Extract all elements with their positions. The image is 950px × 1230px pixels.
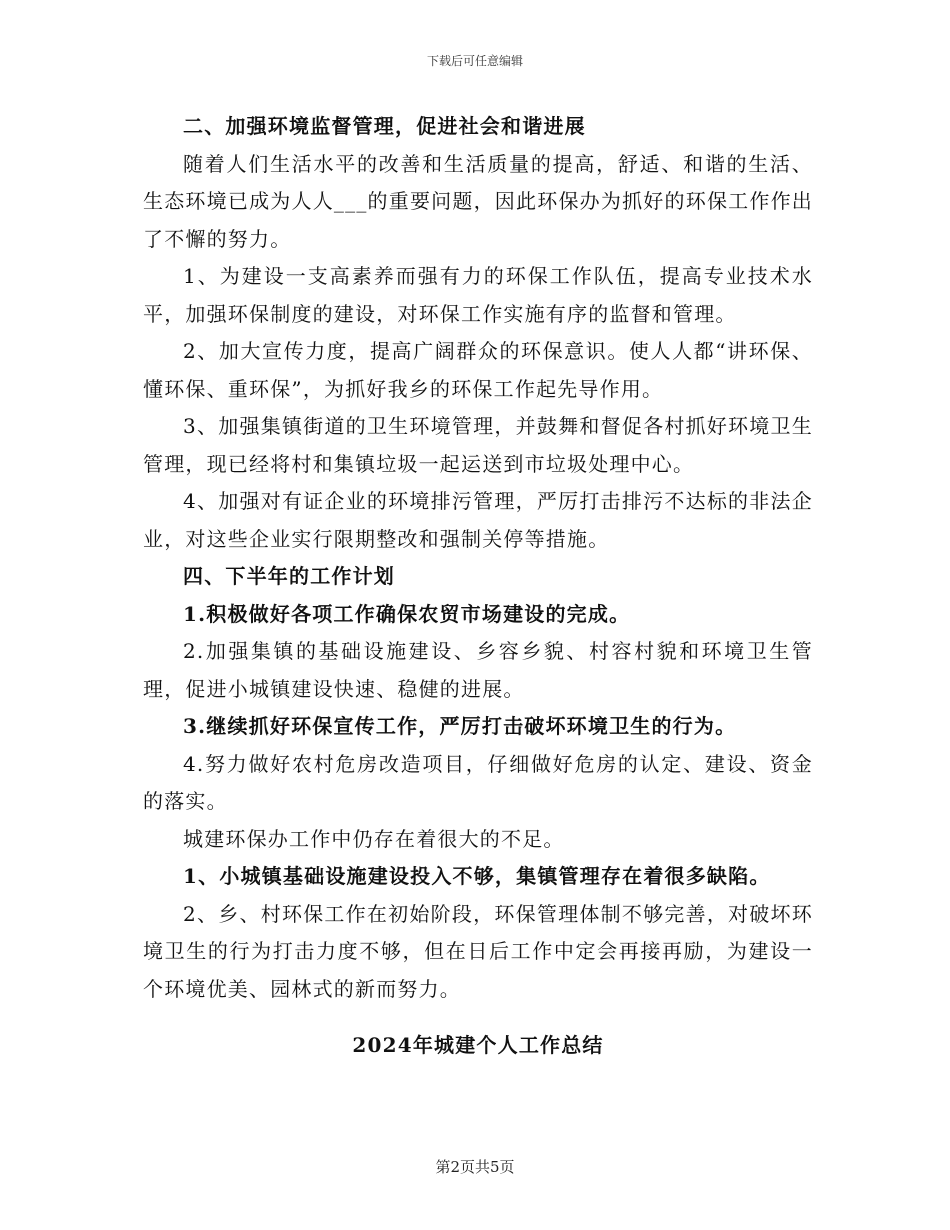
plan-item-2: 2.加强集镇的基础设施建设、乡容乡貌、村容村貌和环境卫生管理，促进小城镇建设快速、稳健的进展。 [143,639,813,701]
plan-item-3: 3.继续抓好环保宣传工作，严厉打击破坏环境卫生的行为。 [183,714,737,738]
section-heading-4: 四、下半年的工作计划 [183,564,395,588]
paragraph-intro: 随着人们生活水平的改善和生活质量的提高，舒适、和谐的生活、生态环境已成为人人___的重要问题，因此环保办为抓好的环保工作作出了不懈的努力。 [143,151,813,251]
page-footer: 第2页共5页 [435,1158,515,1176]
plan-item-1: 1.积极做好各项工作确保农贸市场建设的完成。 [183,601,631,626]
paragraph-item-4: 4、加强对有证企业的环境排污管理，严厉打击排污不达标的非法企业，对这些企业实行限期整改和强制关停等措施。 [143,489,813,551]
paragraph-item-1: 1、为建设一支高素养而强有力的环保工作队伍，提高专业技术水平，加强环保制度的建设，对环保工作实施有序的监督和管理。 [143,264,813,326]
plan-item-4: 4.努力做好农村危房改造项目，仔细做好危房的认定、建设、资金的落实。 [143,751,813,813]
section-title: 2024年城建个人工作总结 [352,1033,604,1057]
section-heading-2: 二、加强环境监督管理，促进社会和谐进展 [183,114,586,138]
shortcoming-item-1: 1、小城镇基础设施建设投入不够，集镇管理存在着很多缺陷。 [183,864,771,888]
page-header: 下载后可任意编辑 [426,54,523,68]
shortcoming-item-2: 2、乡、村环保工作在初始阶段，环保管理体制不够完善，对破坏环境卫生的行为打击力度不够，但在日后工作中定会再接再励，为建设一个环境优美、园林式的新而努力。 [143,901,813,1001]
document-body [143,108,813,1065]
paragraph-item-2: 2、加大宣传力度，提高广阔群众的环保意识。使人人都“讲环保、懂环保、重环保”，为抓好我乡的环保工作起先导作用。 [143,339,813,401]
paragraph-item-3: 3、加强集镇街道的卫生环境管理，并鼓舞和督促各村抓好环境卫生管理，现已经将村和集镇垃圾一起运送到市垃圾处理中心。 [143,414,813,476]
shortcomings-intro: 城建环保办工作中仍存在着很大的不足。 [183,826,565,851]
